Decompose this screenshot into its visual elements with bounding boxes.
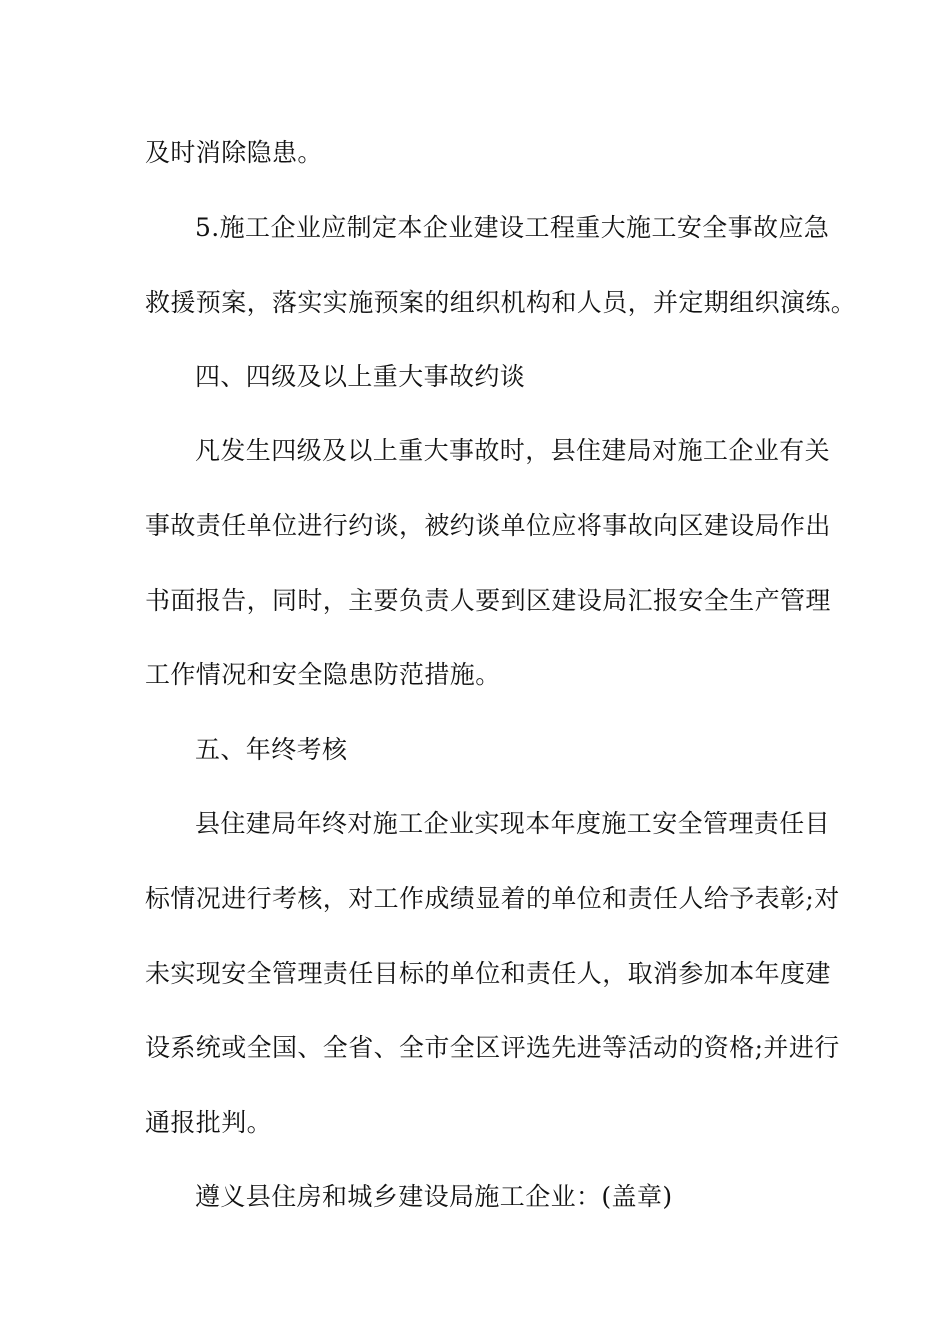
item-5-line-2: 救援预案，落实实施预案的组织机构和人员，并定期组织演练。: [145, 288, 857, 317]
section-heading-5: 五、年终考核: [195, 735, 348, 764]
section-5-line-2: 标情况进行考核，对工作成绩显着的单位和责任人给予表彰;对: [145, 884, 840, 913]
section-4-line-1: 凡发生四级及以上重大事故时，县住建局对施工企业有关: [195, 436, 831, 465]
section-5-line-3: 未实现安全管理责任目标的单位和责任人，取消参加本年度建: [145, 959, 831, 988]
section-4-line-4: 工作情况和安全隐患防范措施。: [145, 660, 501, 689]
section-4-line-2: 事故责任单位进行约谈，被约谈单位应将事故向区建设局作出: [145, 511, 831, 540]
text-line-1: 及时消除隐患。: [145, 138, 323, 167]
section-4-line-3: 书面报告，同时，主要负责人要到区建设局汇报安全生产管理: [145, 586, 831, 615]
signature-line: 遵义县住房和城乡建设局施工企业：(盖章): [195, 1182, 673, 1211]
item-5-line-1: 5.施工企业应制定本企业建设工程重大施工安全事故应急: [195, 213, 830, 242]
section-5-line-1: 县住建局年终对施工企业实现本年度施工安全管理责任目: [195, 809, 831, 838]
section-5-line-4: 设系统或全国、全省、全市全区评选先进等活动的资格;并进行: [145, 1033, 840, 1062]
section-heading-4: 四、四级及以上重大事故约谈: [195, 362, 526, 391]
section-5-line-5: 通报批判。: [145, 1108, 273, 1137]
